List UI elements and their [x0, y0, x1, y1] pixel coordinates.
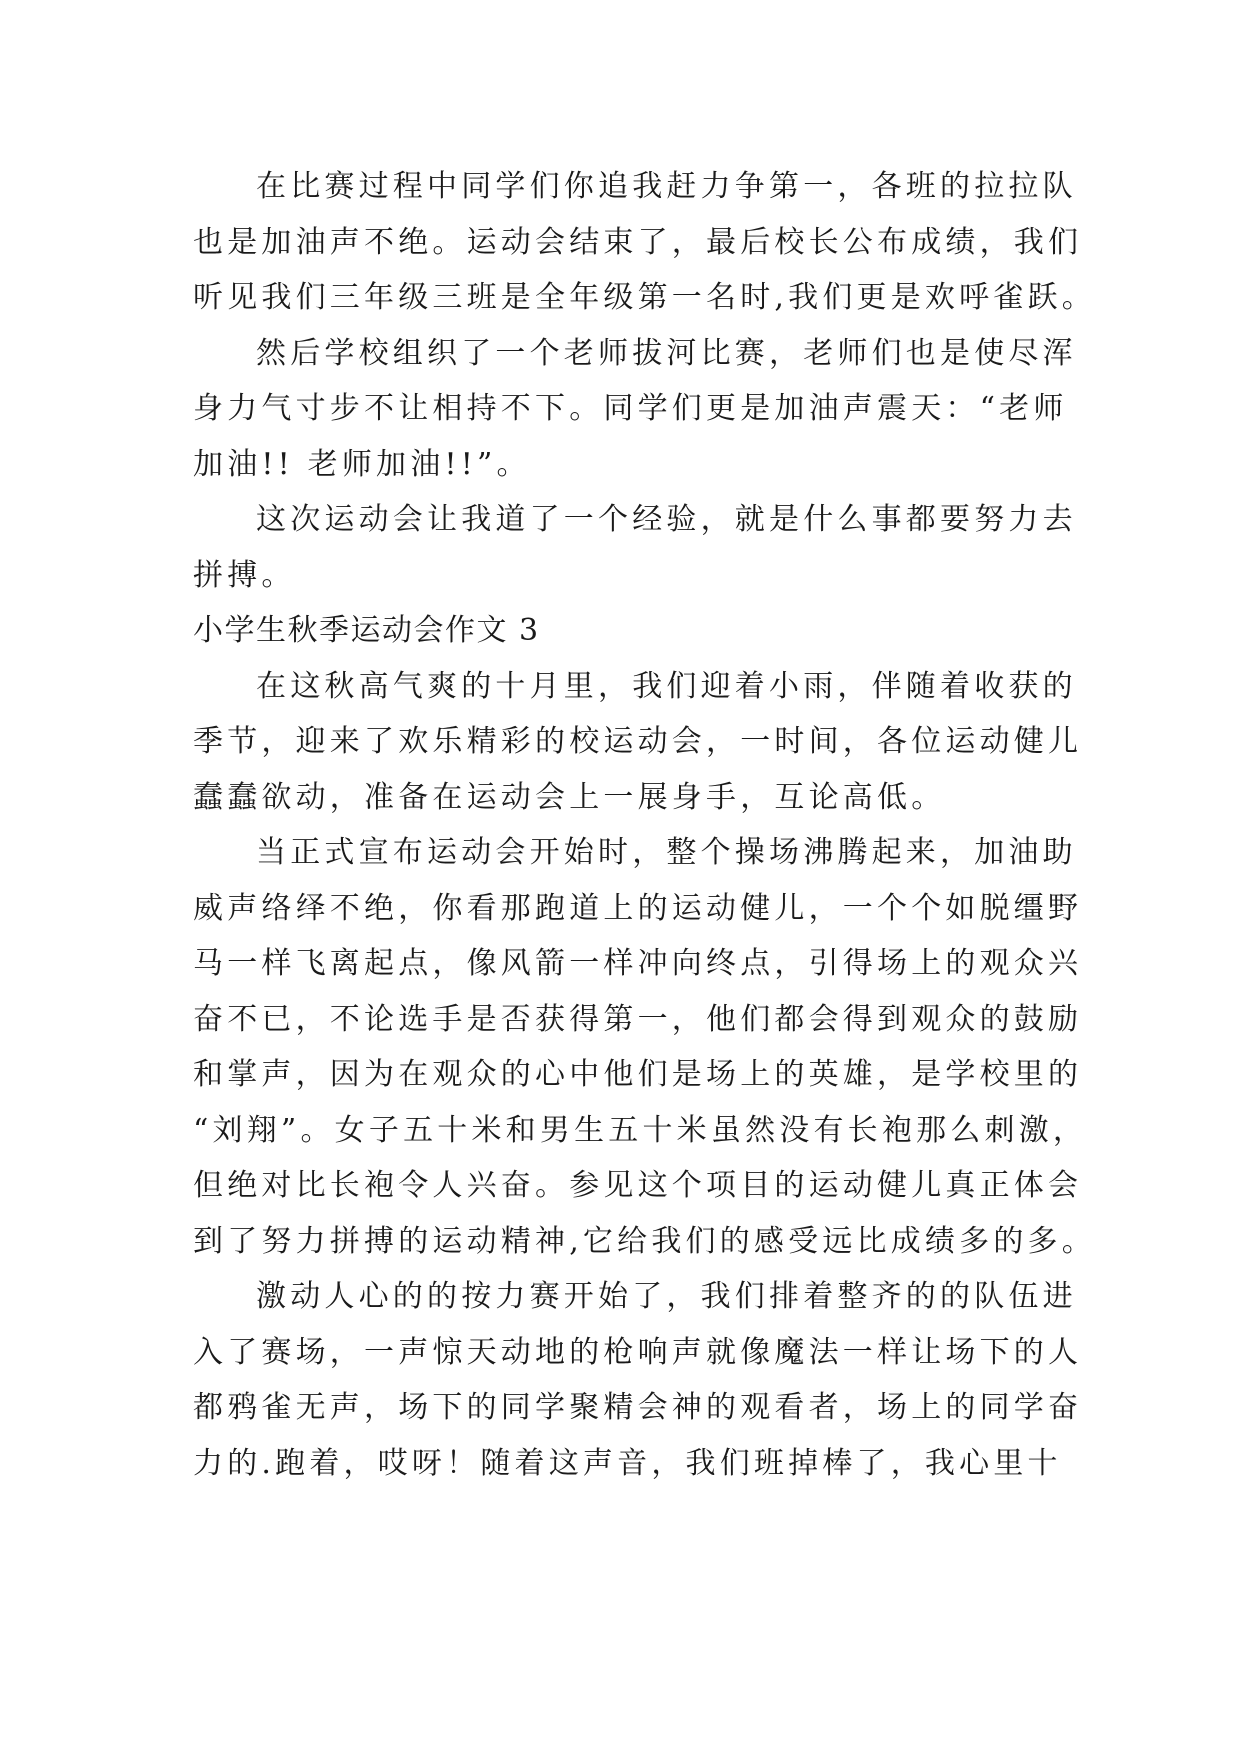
- paragraph: [193, 492, 1093, 603]
- paragraph: [193, 659, 1093, 826]
- text-line: 季节，迎来了欢乐精彩的校运动会，一时间，各位运动健儿: [193, 724, 1083, 759]
- text-line: 这次运动会让我道了一个经验，就是什么事都要努力去: [256, 502, 1077, 537]
- text-line: 但绝对比长袍令人兴奋。参见这个项目的运动健儿真正体会: [193, 1168, 1083, 1203]
- text-line: 听见我们三年级三班是全年级第一名时,我们更是欢呼雀跃。: [193, 280, 1096, 315]
- paragraph: [193, 159, 1096, 326]
- text-line: “刘翔”。女子五十米和男生五十米虽然没有长袍那么刺激，: [193, 1112, 1088, 1148]
- text-line: 奋不已，不论选手是否获得第一，他们都会得到观众的鼓励: [193, 1001, 1083, 1037]
- text-line: 身力气寸步不让相持不下。同学们更是加油声震天：“老师: [193, 391, 1068, 426]
- text-line: 威声络绎不绝，你看那跑道上的运动健儿，一个个如脱缰野: [193, 890, 1083, 926]
- text-line: 蠢蠢欲动，准备在运动会上一展身手，互论高低。: [193, 779, 946, 815]
- paragraph: [193, 825, 1096, 1269]
- text-line: 拼搏。: [193, 557, 296, 593]
- text-line: 都鸦雀无声，场下的同学聚精会神的观看者，场上的同学奋: [193, 1390, 1083, 1425]
- text-line: 也是加油声不绝。运动会结束了，最后校长公布成绩，我们: [193, 224, 1083, 260]
- text-line: 在比赛过程中同学们你追我赶力争第一，各班的拉拉队: [256, 169, 1077, 204]
- text-line: 当正式宣布运动会开始时，整个操场沸腾起来，加油助: [256, 835, 1077, 870]
- text-line: 在这秋高气爽的十月里，我们迎着小雨，伴随着收获的: [256, 668, 1077, 704]
- text-line: 力的.跑着，哎呀！随着这声音，我们班掉棒了，我心里十: [193, 1445, 1062, 1481]
- text-line: 激动人心的的按力赛开始了，我们排着整齐的的队伍进: [256, 1279, 1077, 1314]
- document-body: [193, 159, 1096, 1491]
- section-heading: 小学生秋季运动会作文 3: [193, 613, 540, 648]
- text-line: 和掌声，因为在观众的心中他们是场上的英雄，是学校里的: [193, 1057, 1083, 1092]
- text-line: 入了赛场，一声惊天动地的枪响声就像魔法一样让场下的人: [193, 1334, 1083, 1370]
- paragraph: [193, 326, 1093, 493]
- paragraph: [193, 1269, 1093, 1491]
- text-line: 然后学校组织了一个老师拔河比赛，老师们也是使尽浑: [256, 335, 1077, 371]
- text-line: 加油!! 老师加油!!”。: [193, 446, 531, 482]
- text-line: 马一样飞离起点，像风箭一样冲向终点，引得场上的观众兴: [193, 946, 1083, 981]
- text-line: 到了努力拼搏的运动精神,它给我们的感受远比成绩多的多。: [193, 1223, 1096, 1259]
